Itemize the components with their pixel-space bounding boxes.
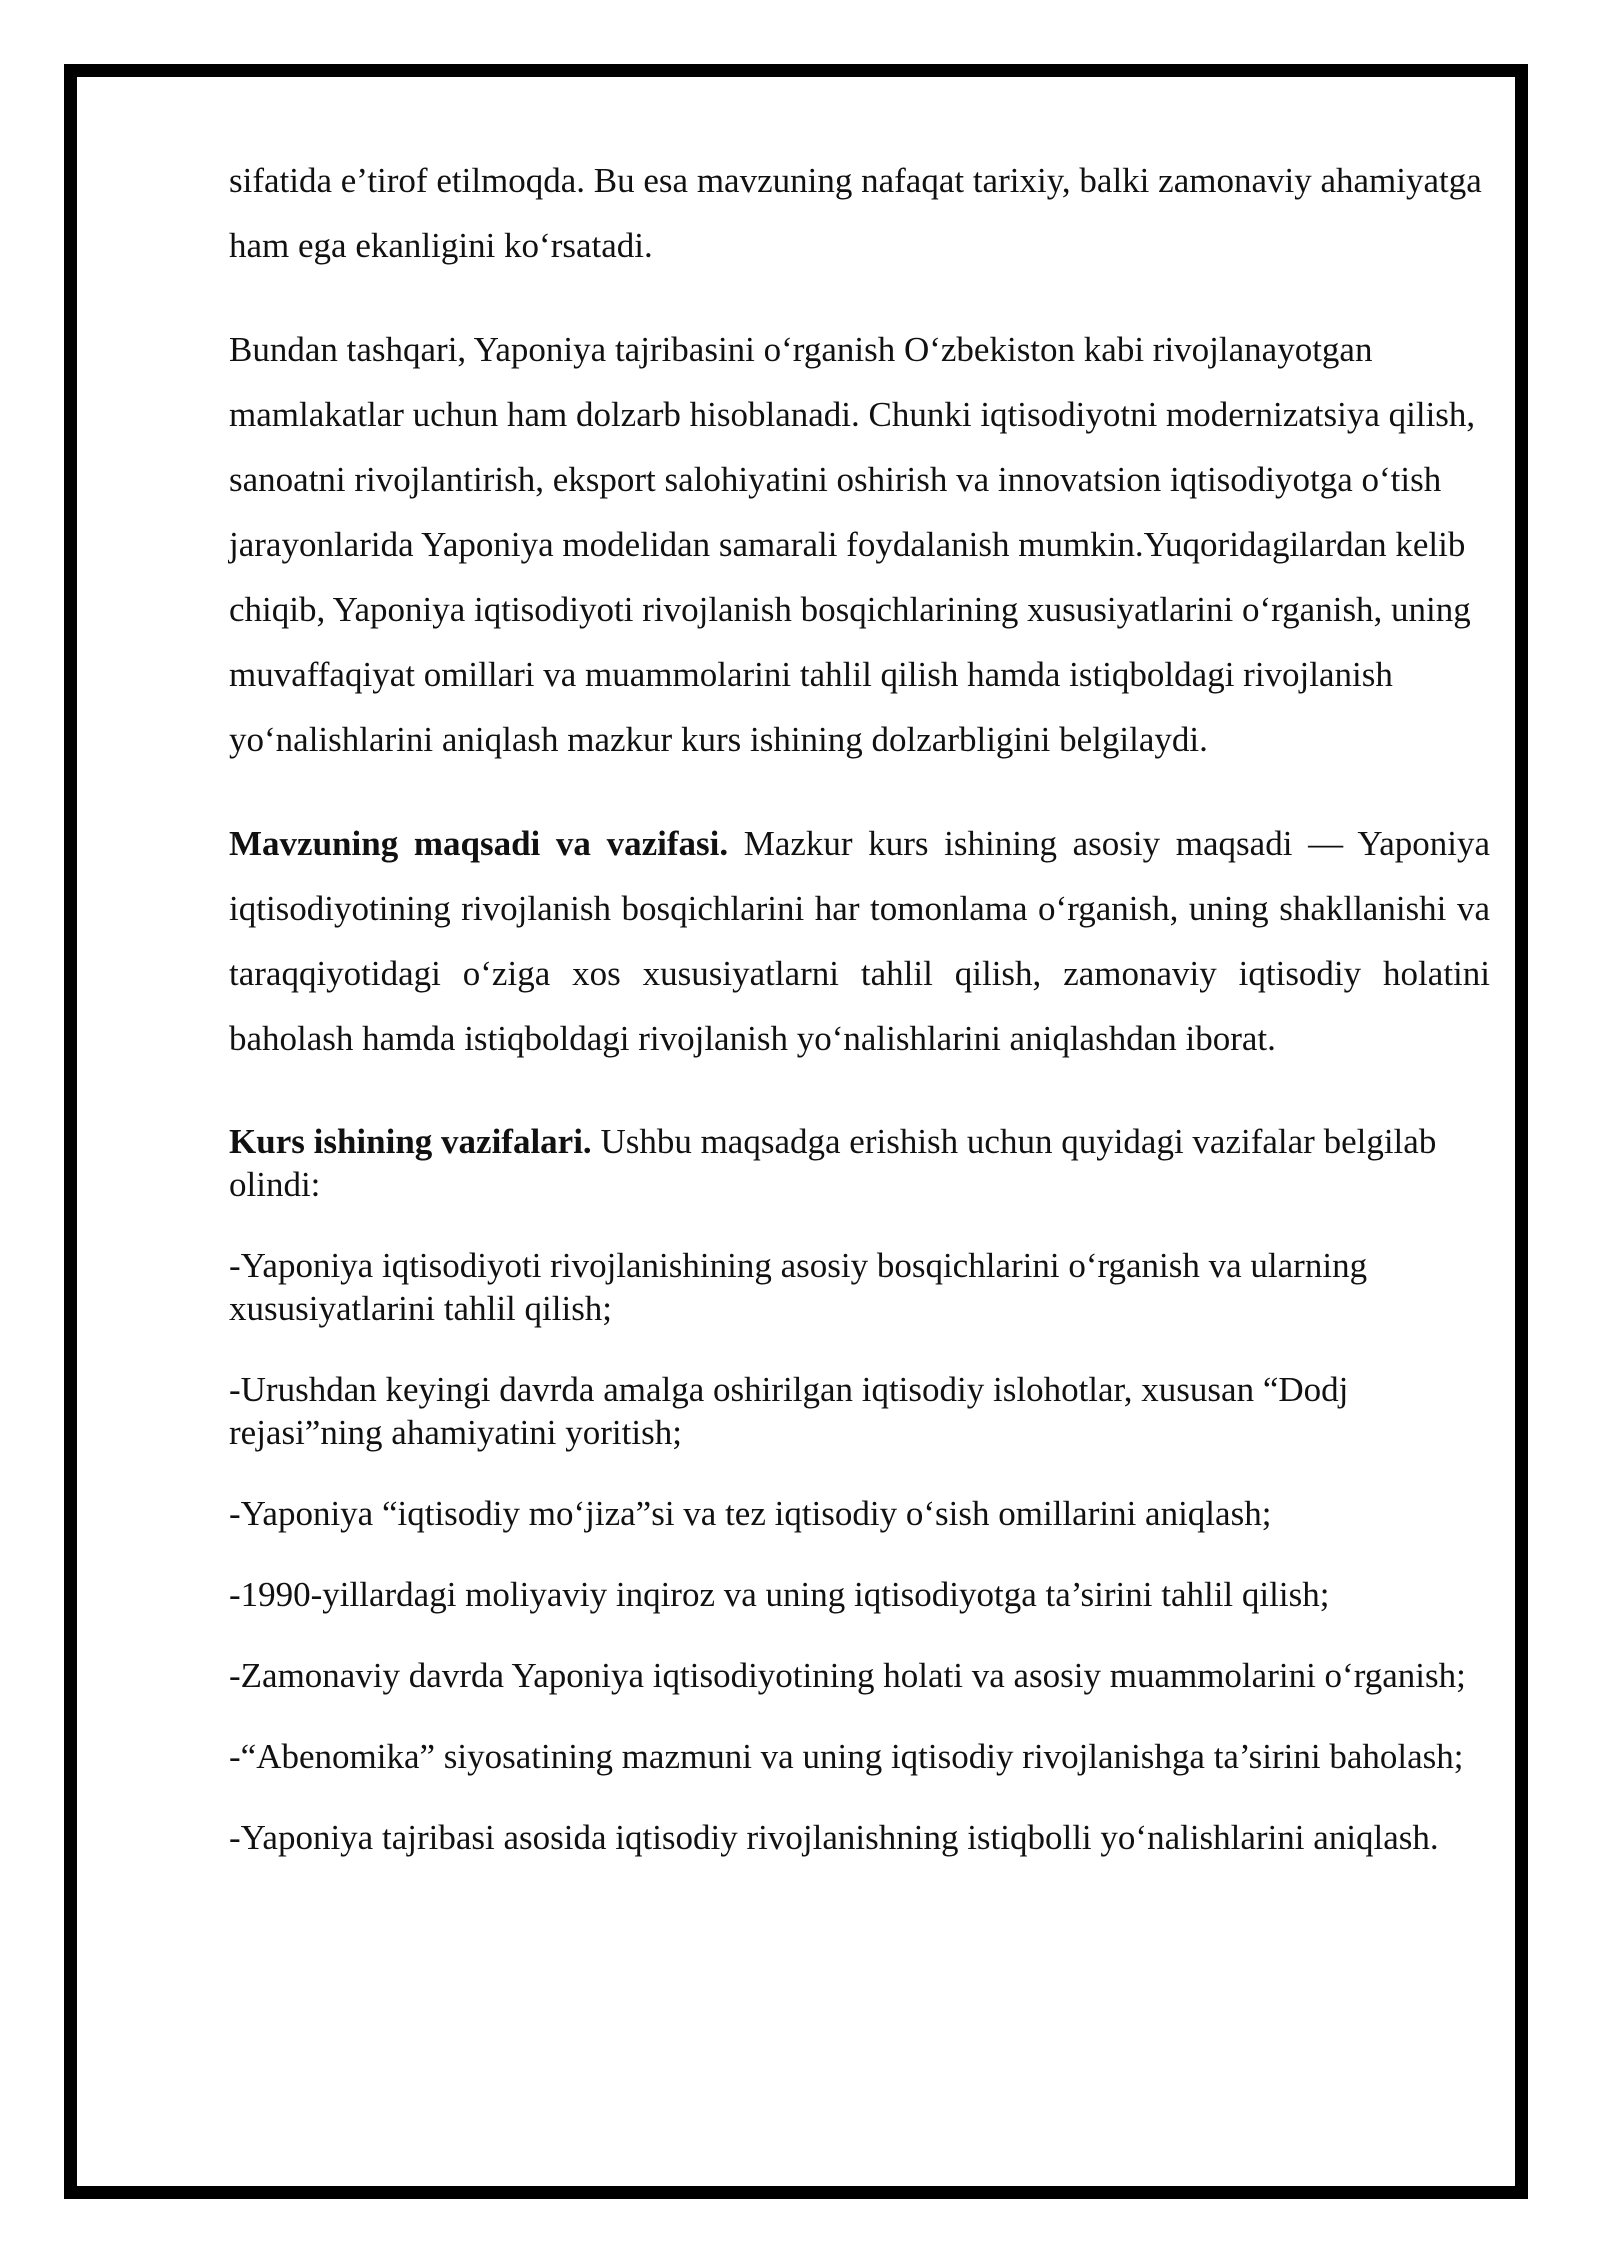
paragraph-intro: sifatida e’tirof etilmoqda. Bu esa mavzuning nafaqat tarixiy, balki zamonaviy ahamiyatga ham ega ekanligini ko‘rsatadi. (229, 161, 1482, 265)
paragraph-goal (229, 811, 1490, 1071)
paragraph-relevance: Bundan tashqari, Yaponiya tajribasini o‘rganish O‘zbekiston kabi rivojlanayotgan mamlakatlar uchun ham dolzarb hisoblanadi. Chunki iqtisodiyotni modernizatsiya qilish, sanoatni rivojlantirish, eksport salohiyatini oshirish va innovatsion iqtisodiyotga o‘tish jarayonlarida Yaponiya modelidan samarali foydalanish mumkin.Yuqoridagilardan kelib chiqib, Yaponiya iqtisodiyoti rivojlanish bosqichlarining xususiyatlarini o‘rganish, uning muvaffaqiyat omillari va muammolarini tahlil qilish hamda istiqboldagi rivojlanish yo‘nalishlarini aniqlash mazkur kurs ishining dolzarbligini belgilaydi. (229, 330, 1476, 759)
task-item: -Urushdan keyingi davrda amalga oshirilgan iqtisodiy islohotlar, xususan “Dodj rejasi”ning ahamiyatini yoritish; (229, 1370, 1349, 1452)
tasks-heading: Kurs ishining vazifalari. (229, 1122, 592, 1161)
task-item: -Yaponiya “iqtisodiy mo‘jiza”si va tez iqtisodiy o‘sish omillarini aniqlash; (229, 1494, 1272, 1533)
task-item: -Yaponiya iqtisodiyoti rivojlanishining asosiy bosqichlarini o‘rganish va ularning xususiyatlarini tahlil qilish; (229, 1246, 1368, 1328)
paragraph-tasks-intro (229, 1120, 1490, 1206)
task-item: -Zamonaviy davrda Yaponiya iqtisodiyotining holati va asosiy muammolarini o‘rganish; (229, 1656, 1466, 1695)
task-item: -Yaponiya tajribasi asosida iqtisodiy rivojlanishning istiqbolli yo‘nalishlarini aniqlash. (229, 1818, 1439, 1857)
document-body (229, 148, 1490, 1859)
goal-heading: Mavzuning maqsadi va vazifasi. (229, 824, 729, 863)
task-item: -“Abenomika” siyosatining mazmuni va uning iqtisodiy rivojlanishga ta’sirini baholash; (229, 1737, 1464, 1776)
tasks-intro-text: Ushbu maqsadga erishish uchun quyidagi vazifalar belgilab olindi: (229, 1122, 1437, 1204)
goal-text: Mazkur kurs ishining asosiy maqsadi — Yaponiya iqtisodiyotining rivojlanish bosqichlarini har tomonlama o‘rganish, uning shakllanishi va taraqqiyotidagi o‘ziga xos xususiyatlarni tahlil qilish, zamonaviy iqtisodiy holatini baholash hamda istiqboldagi rivojlanish yo‘nalishlarini aniqlashdan iborat. (229, 824, 1490, 1058)
task-item: -1990-yillardagi moliyaviy inqiroz va uning iqtisodiyotga ta’sirini tahlil qilish; (229, 1575, 1330, 1614)
